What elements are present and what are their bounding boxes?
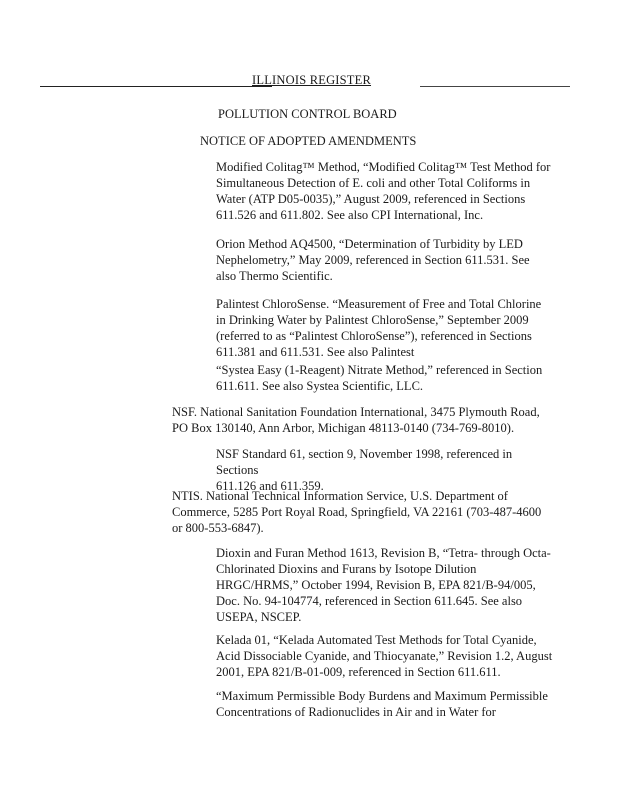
notice-title: NOTICE OF ADOPTED AMENDMENTS: [200, 134, 417, 148]
entry-kelada-01: Kelada 01, “Kelada Automated Test Methods for Total Cyanide, Acid Dissociable Cyanide, and Thiocyanate,” Revision 1.2, August 2001, EPA 821/B-01-009, referenced in Section 611.611.: [216, 633, 553, 679]
header-rule-right: [420, 86, 570, 87]
register-title: ILLINOIS REGISTER: [252, 73, 372, 87]
header-rule-left: [40, 86, 272, 87]
entry-palintest-chlorosense: Palintest ChloroSense. “Measurement of Free and Total Chlorine in Drinking Water by Palintest ChloroSense,” September 2009 (referred to as “Palintest ChloroSense”), referenced in Sections 611.381 and 611.531. See also Palintest: [216, 297, 542, 359]
entry-systea-nitrate: “Systea Easy (1-Reagent) Nitrate Method,” referenced in Section 611.611. See also Systea Scientific, LLC.: [216, 363, 543, 393]
entry-ntis: NTIS. National Technical Information Service, U.S. Department of Commerce, 5285 Port Royal Road, Springfield, VA 22161 (703-487-4600 or 800-553-6847).: [172, 489, 542, 535]
entry-nsf-standard-61: NSF Standard 61, section 9, November 1998, referenced in Sections 611.126 and 611.359.: [216, 447, 513, 493]
board-title: POLLUTION CONTROL BOARD: [218, 107, 397, 121]
entry-dioxin-furan-1613: Dioxin and Furan Method 1613, Revision B, “Tetra- through Octa- Chlorinated Dioxins and Furans by Isotope Dilution HRGC/HRMS,” October 1994, Revision B, EPA 821/B-94/005, Doc. No. 94-104774, referenced in Section 611.645. See also USEPA, NSCEP.: [216, 546, 551, 624]
entry-maximum-permissible: “Maximum Permissible Body Burdens and Maximum Permissible Concentrations of Radionuclides in Air and in Water for: [216, 689, 548, 719]
entry-orion-method: Orion Method AQ4500, “Determination of Turbidity by LED Nephelometry,” May 2009, referenced in Section 611.531. See also Thermo Scientific.: [216, 237, 530, 283]
entry-nsf: NSF. National Sanitation Foundation International, 3475 Plymouth Road, PO Box 130140, Ann Arbor, Michigan 48113-0140 (734-769-8010).: [172, 405, 540, 435]
entry-modified-colitag: Modified Colitag™ Method, “Modified Colitag™ Test Method for Simultaneous Detection of E. coli and other Total Coliforms in Water (ATP D05-0035),” August 2009, referenced in Sections 611.526 and 611.802. See also CPI International, Inc.: [216, 160, 551, 222]
